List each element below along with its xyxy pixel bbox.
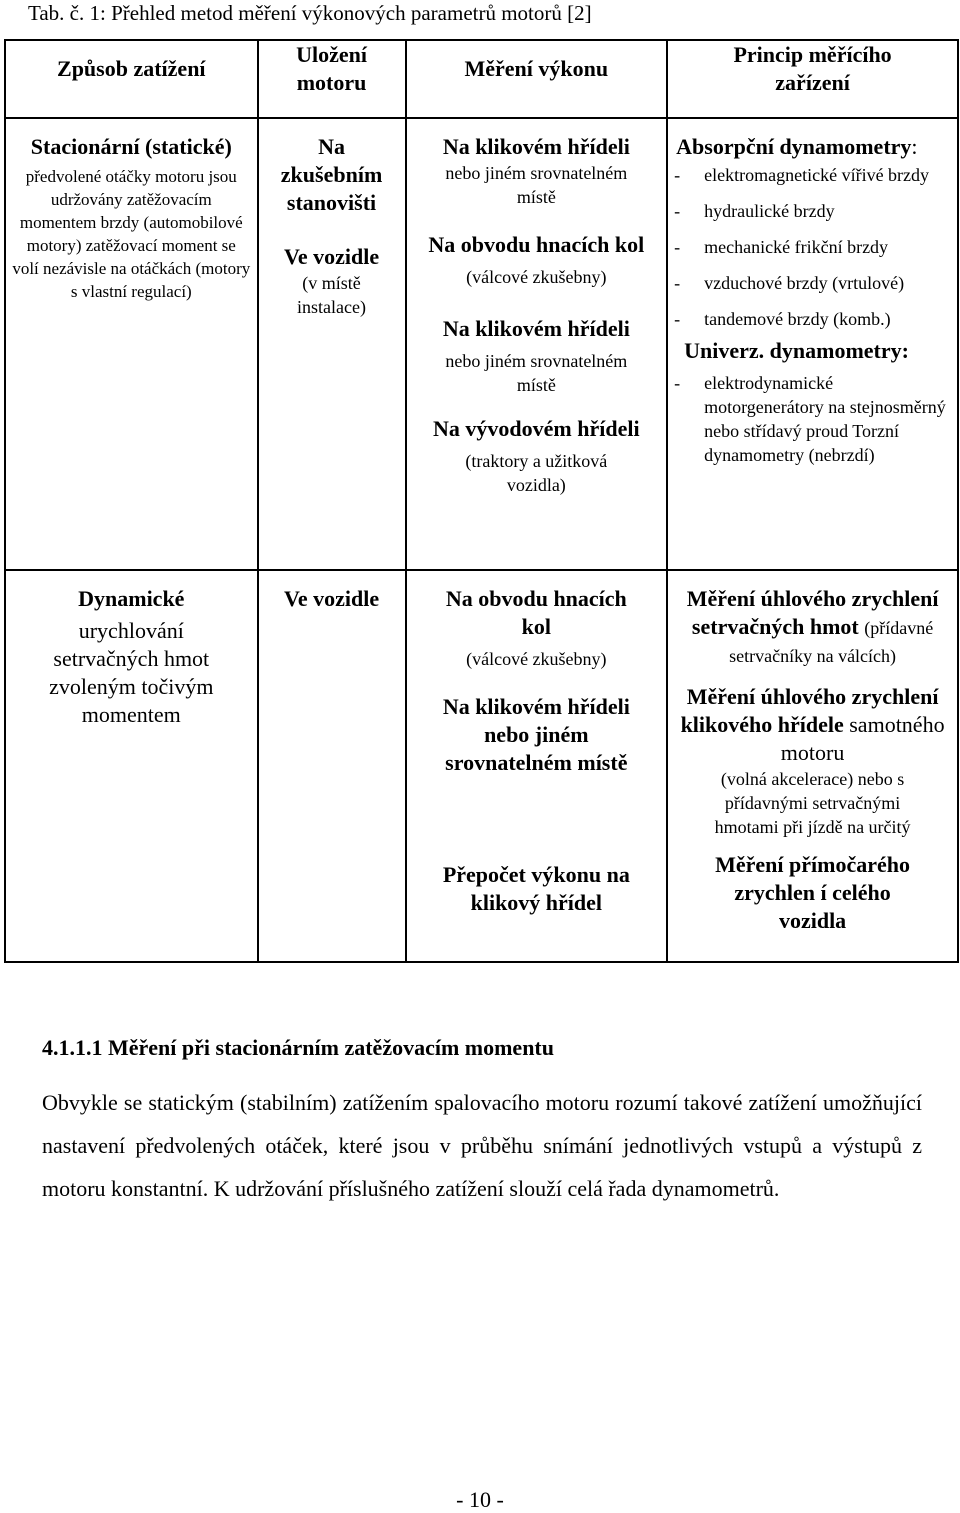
dynamic-measure-drive-wheels: Na obvodu hnacích kol: [445, 586, 627, 639]
principle-crankshaft-rest: samotného motoru: [780, 712, 945, 765]
principle-crankshaft-note: (volná akcelerace) nebo s přídavnými setrvačnými hmotami při jízdě na určitý: [714, 769, 911, 837]
mount-in-vehicle-note: (v místě instalace): [297, 273, 367, 317]
dynamic-measure-drive-wheels-note: (válcové zkušebny): [466, 649, 607, 669]
stationary-title: Stacionární (statické): [30, 134, 232, 159]
principle-crankshaft-bold: Měření úhlového zrychlení klikového hřídele: [680, 684, 939, 737]
list-item: - mechanické frikční brzdy: [668, 235, 957, 259]
header-device-principle: Princip měřícího zařízení: [667, 40, 958, 118]
universal-dynamometers-title: Univerz. dynamometry:: [684, 338, 909, 363]
principle-flywheel: [668, 585, 957, 669]
cell-dynamic-measurement: [406, 570, 668, 962]
absorption-list: [668, 163, 957, 331]
table-header-row: [5, 40, 958, 118]
cell-dynamic-mount: [258, 570, 406, 962]
table-caption: Tab. č. 1: Přehled metod měření výkonových parametrů motorů [2]: [28, 1, 592, 25]
universal-list: [668, 371, 957, 467]
measure-output-shaft: Na vývodovém hřídeli: [433, 416, 640, 441]
cell-stationary-mount: [258, 118, 406, 570]
absorption-title-colon: :: [911, 134, 918, 159]
stationary-description: předvolené otáčky motoru jsou udržovány zatěžovacím momentem brzdy (automobilové motory) zatěžovací moment se volí nezávisle na otáčkách (motory s vlastní regulací): [12, 167, 251, 301]
header-power-measurement: Měření výkonu: [406, 40, 668, 118]
list-item: - elektromagnetické vířivé brzdy: [668, 163, 957, 187]
absorption-dynamometers-title: [668, 133, 957, 161]
cell-dynamic-principle: [667, 570, 958, 962]
principle-flywheel-note: (přídavné setrvačníky na válcích): [729, 618, 934, 666]
principle-vehicle-acceleration: Měření přímočarého zrychlen í celého vozidla: [715, 852, 910, 933]
measure-drive-wheels-note: (válcové zkušebny): [466, 267, 607, 287]
absorption-title-text: Absorpční dynamometry: [676, 134, 912, 159]
measure-drive-wheels: Na obvodu hnacích kol: [428, 232, 645, 257]
principle-flywheel-bold: Měření úhlového zrychlení setrvačných hmot: [686, 586, 939, 639]
dynamic-title: Dynamické: [78, 586, 185, 611]
measure-output-shaft-note: (traktory a užitková vozidla): [465, 451, 608, 495]
measure-crankshaft-1: Na klikovém hřídeli: [442, 134, 630, 159]
dynamic-mount: Ve vozidle: [283, 586, 380, 611]
cell-stationary-principle: [667, 118, 958, 570]
measure-crankshaft-2-note: nebo jiném srovnatelném místě: [445, 351, 628, 395]
body-paragraph: Obvykle se statickým (stabilním) zatížením spalovacího motoru rozumí takové zatížení umožňující nastavení předvolených otáček, které jsou v průběhu snímání jednotlivých vstupů a výstupů z motoru konstantní. K udržování příslušného zatížení slouží celá řada dynamometrů.: [42, 1090, 922, 1201]
list-item: - hydraulické brzdy: [668, 199, 957, 223]
cell-stationary-measurement: [406, 118, 668, 570]
section-heading: 4.1.1.1 Měření při stacionárním zatěžovacím momentu: [42, 1035, 554, 1060]
measure-crankshaft-2: Na klikovém hřídeli: [442, 316, 630, 341]
dynamic-measure-recalc: Přepočet výkonu na klikový hřídel: [442, 862, 630, 915]
cell-dynamic-load: [5, 570, 258, 962]
measure-crankshaft-1-note: nebo jiném srovnatelném místě: [445, 163, 628, 207]
list-item: - tandemové brzdy (komb.): [668, 307, 957, 331]
list-item: - vzduchové brzdy (vrtulové): [668, 271, 957, 295]
principle-crankshaft: [668, 683, 957, 767]
mount-test-stand: Na zkušebním stanovišti: [280, 134, 383, 215]
header-load-type: Způsob zatížení: [5, 40, 258, 118]
cell-stationary-load: [5, 118, 258, 570]
list-item: - elektrodynamické motorgenerátory na stejnosměrný nebo střídavý proud Torzní dynamometry (nebrzdí): [668, 371, 957, 467]
table-row-dynamic: [5, 570, 958, 962]
methods-table: [4, 39, 959, 963]
dynamic-measure-crankshaft: Na klikovém hřídeli nebo jiném srovnatelném místě: [442, 694, 630, 775]
header-engine-mount: Uložení motoru: [258, 40, 406, 118]
mount-in-vehicle: Ve vozidle: [283, 244, 380, 269]
page-number: - 10 -: [456, 1487, 504, 1512]
dynamic-description: urychlování setrvačných hmot zvoleným točivým momentem: [49, 618, 214, 727]
table-row-stationary: [5, 118, 958, 570]
